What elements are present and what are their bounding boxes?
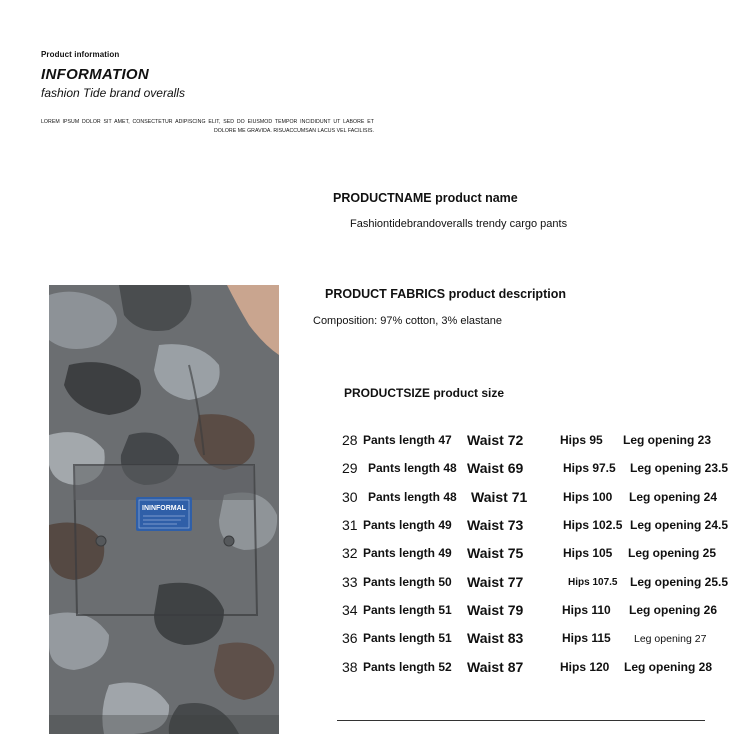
pants-length: Pants length 47 bbox=[363, 433, 452, 447]
waist-value: Waist 72 bbox=[467, 432, 524, 448]
waist-value: Waist 73 bbox=[467, 517, 524, 533]
pants-length: Pants length 51 bbox=[363, 631, 452, 645]
hips-value: Hips 95 bbox=[560, 433, 603, 447]
hips-value: Hips 120 bbox=[560, 660, 610, 674]
waist-value: Waist 75 bbox=[467, 545, 524, 561]
label-patch-text: ININFORMAL bbox=[142, 505, 186, 512]
size-value: 34 bbox=[342, 602, 358, 618]
leg-opening-value: Leg opening 24.5 bbox=[630, 518, 729, 532]
leg-opening-value: Leg opening 23 bbox=[623, 433, 712, 447]
product-name-title: PRODUCTNAME product name bbox=[333, 191, 518, 205]
waist-value: Waist 83 bbox=[467, 630, 524, 646]
size-value: 29 bbox=[342, 460, 358, 476]
pants-length: Pants length 48 bbox=[368, 461, 457, 475]
pants-length: Pants length 50 bbox=[363, 575, 452, 589]
lorem-text: LOREM IPSUM DOLOR SIT AMET, CONSECTETUR ADIPISCING ELIT, SED DO EIUSMOD TEMPOR INCIDIDUNT UT LABORE ET DOLORE ME GRAVIDA. RISUACCUMSAN LACUS VEL FACILISIS. bbox=[41, 119, 374, 134]
size-value: 38 bbox=[342, 659, 358, 675]
size-value: 32 bbox=[342, 545, 358, 561]
pants-length: Pants length 49 bbox=[363, 518, 452, 532]
size-value: 33 bbox=[342, 574, 358, 590]
product-size-title: PRODUCTSIZE product size bbox=[344, 386, 505, 400]
leg-opening-value: Leg opening 27 bbox=[634, 633, 707, 645]
pants-length: Pants length 49 bbox=[363, 546, 452, 560]
leg-opening-value: Leg opening 28 bbox=[624, 660, 713, 674]
hips-value: Hips 102.5 bbox=[563, 518, 623, 532]
hips-value: Hips 97.5 bbox=[563, 461, 616, 475]
size-value: 30 bbox=[342, 489, 358, 505]
hips-value: Hips 107.5 bbox=[568, 577, 618, 588]
product-name-value: Fashiontidebrandoveralls trendy cargo pants bbox=[350, 218, 568, 230]
size-value: 36 bbox=[342, 630, 358, 646]
leg-opening-value: Leg opening 26 bbox=[629, 603, 718, 617]
leg-opening-value: Leg opening 24 bbox=[629, 490, 718, 504]
hips-value: Hips 100 bbox=[563, 490, 613, 504]
divider-line bbox=[337, 720, 705, 721]
waist-value: Waist 77 bbox=[467, 574, 524, 590]
hips-value: Hips 105 bbox=[563, 546, 613, 560]
product-fabrics-title: PRODUCT FABRICS product description bbox=[325, 287, 566, 301]
waist-value: Waist 79 bbox=[467, 602, 524, 618]
waist-value: Waist 69 bbox=[467, 460, 524, 476]
waist-value: Waist 71 bbox=[471, 489, 528, 505]
waist-value: Waist 87 bbox=[467, 659, 524, 675]
leg-opening-value: Leg opening 25 bbox=[628, 546, 717, 560]
pants-length: Pants length 48 bbox=[368, 490, 457, 504]
leg-opening-value: Leg opening 25.5 bbox=[630, 575, 729, 589]
product-photo bbox=[49, 285, 279, 734]
page-subtitle: fashion Tide brand overalls bbox=[41, 86, 185, 100]
size-value: 31 bbox=[342, 517, 358, 533]
pants-length: Pants length 52 bbox=[363, 660, 452, 674]
leg-opening-value: Leg opening 23.5 bbox=[630, 461, 729, 475]
pants-length: Pants length 51 bbox=[363, 603, 452, 617]
size-value: 28 bbox=[342, 432, 358, 448]
hips-value: Hips 115 bbox=[562, 631, 611, 645]
section-label: Product information bbox=[41, 50, 120, 59]
product-fabrics-value: Composition: 97% cotton, 3% elastane bbox=[313, 315, 502, 327]
page-title: INFORMATION bbox=[41, 66, 150, 83]
hips-value: Hips 110 bbox=[562, 603, 611, 617]
